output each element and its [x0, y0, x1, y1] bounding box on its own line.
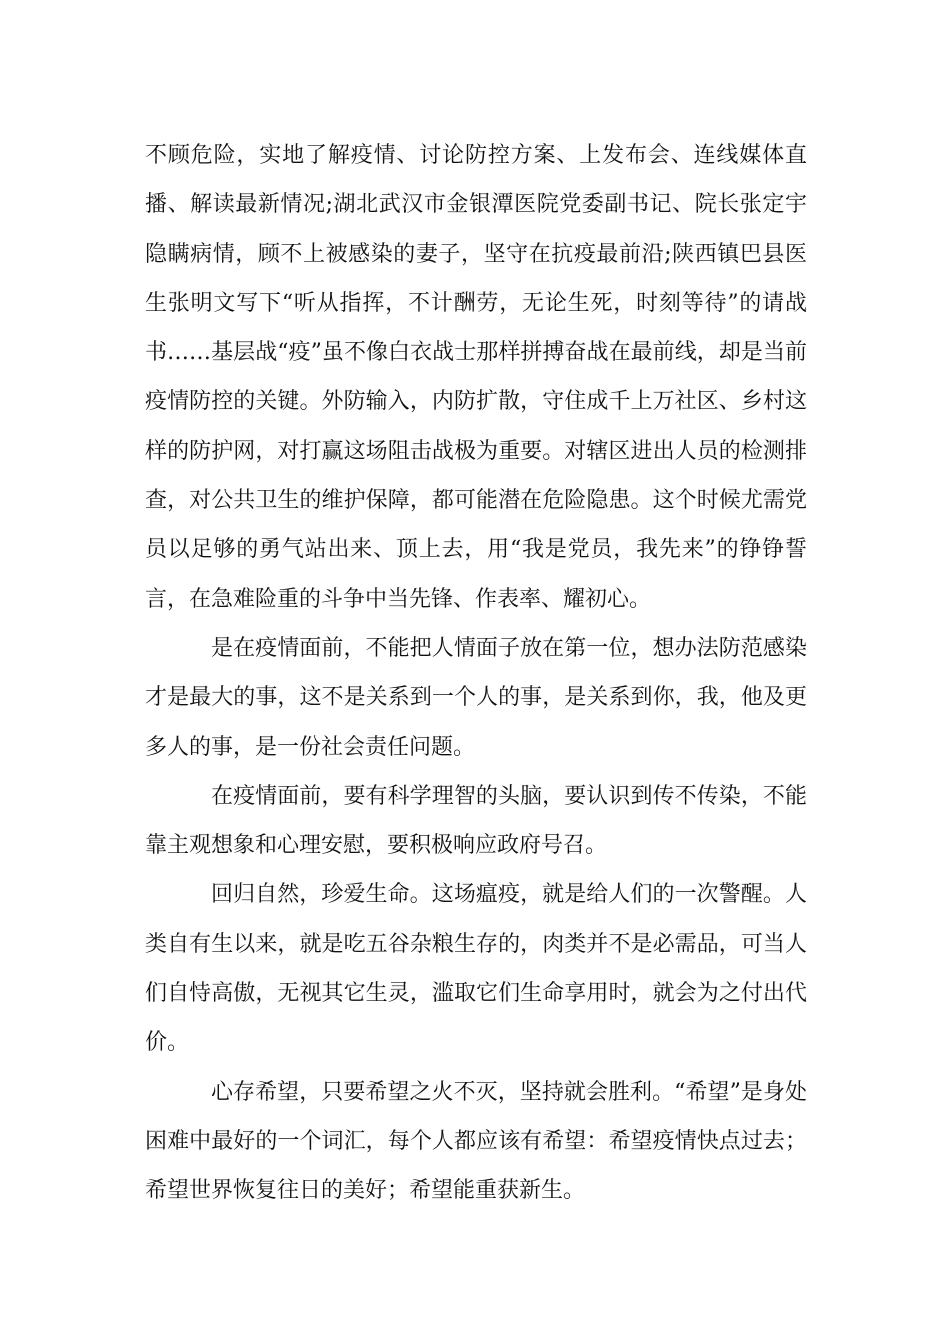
- paragraph-social-responsibility: 是在疫情面前，不能把人情面子放在第一位，想办法防范感染才是最大的事，这不是关系到一个人的事，是关系到你，我，他及更多人的事，是一份社会责任问题。: [145, 635, 807, 760]
- paragraph-return-to-nature: 回归自然，珍爱生命。这场瘟疫，就是给人们的一次警醒。人类自有生以来，就是吃五谷杂粮生存的，肉类并不是必需品，可当人们自恃高傲，无视其它生灵，滥取它们生命享用时，就会为之付出代价。: [145, 882, 807, 1056]
- paragraph-hope: 心存希望，只要希望之火不灭，坚持就会胜利。“希望”是身处困难中最好的一个词汇，每个人都应该有希望：希望疫情快点过去；希望世界恢复往日的美好；希望能重获新生。: [145, 1079, 807, 1204]
- paragraph-continuation: 不顾危险，实地了解疫情、讨论防控方案、上发布会、连线媒体直播、解读最新情况;湖北武汉市金银潭医院党委副书记、院长张定宇隐瞒病情，顾不上被感染的妻子，坚守在抗疫最前沿;陕西镇巴县医生张明文写下“听从指挥，不计酬劳，无论生死，时刻等待”的请战书……基层战“疫”虽不像白衣战士那样拼搏奋战在最前线，却是当前疫情防控的关键。外防输入，内防扩散，守住成千上万社区、乡村这样的防护网，对打赢这场阻击战极为重要。对辖区进出人员的检测排查，对公共卫生的维护保障，都可能潜在危险隐患。这个时候尤需党员以足够的勇气站出来、顶上去，用“我是党员，我先来”的铮铮誓言，在急难险重的斗争中当先锋、作表率、耀初心。: [145, 143, 807, 612]
- paragraph-scientific-mind: 在疫情面前，要有科学理智的头脑，要认识到传不传染，不能靠主观想象和心理安慰，要积极响应政府号召。: [145, 783, 807, 859]
- document-page: [145, 131, 807, 1216]
